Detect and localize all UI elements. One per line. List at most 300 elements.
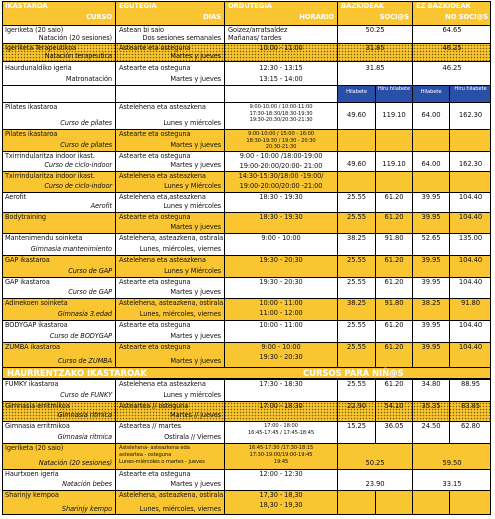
cell-text: 10:00 - 11:00 xyxy=(259,299,303,307)
cell-text: Astearte eta osteguna xyxy=(119,152,191,160)
cell-text: Curso de GAP xyxy=(68,288,112,296)
table-cell xyxy=(412,213,449,233)
cell-text: Martes y jueves xyxy=(170,141,221,149)
table-row: Igeriketa Terapeutikoa Natación terapeutica Astearte eta osteguna Martes y jueves 10:00 - 11:00 31.85 46.25 xyxy=(2,43,491,61)
cell-text: 91.80 xyxy=(461,299,480,307)
cell-text: Astearte eta osteguna xyxy=(119,130,191,138)
cell-text: 20:30-21:30 xyxy=(265,144,297,150)
header-horario-eu: ORDUTEGIA xyxy=(228,2,272,10)
cell-text: Astelehena eta asteazkena xyxy=(119,172,206,180)
table-cell xyxy=(412,343,449,367)
table-cell xyxy=(115,422,224,443)
cell-text: Curso de pilates xyxy=(60,119,112,127)
table-cell xyxy=(375,256,412,277)
table-cell xyxy=(337,299,375,320)
cell-text: Natación (20 sesiones) xyxy=(38,459,112,467)
table-cell xyxy=(115,103,224,129)
table-cell xyxy=(412,234,449,255)
table-cell xyxy=(115,444,224,469)
cell-text: Sharinjy kempo xyxy=(61,505,112,513)
cell-text: Lunes, miércoles, viernes xyxy=(139,310,221,318)
cell-text: Txirrindularitza indoor ikast. xyxy=(5,152,95,160)
table-cell xyxy=(337,380,375,401)
cell-text: 135.00 xyxy=(458,234,483,242)
cell-text: Astelehena, asteazkena, ostirala xyxy=(119,234,224,242)
table-cell xyxy=(337,234,375,255)
cell-text: Pilates ikastaroa xyxy=(5,130,58,138)
cell-text: Lunes y miércoles xyxy=(163,119,221,127)
cell-text: 18,30 - 19,30 xyxy=(259,501,303,509)
table-cell xyxy=(412,402,449,421)
cell-text: 61.20 xyxy=(384,193,404,201)
header-socios-es: SOCI@S xyxy=(379,13,409,21)
table-cell xyxy=(115,402,224,421)
header-curso-es: CURSO xyxy=(86,13,112,21)
cell-text: 59.50 xyxy=(442,459,462,467)
table-cell xyxy=(449,152,491,171)
cell-text: Astearte eta osteguna xyxy=(119,278,191,286)
table-cell xyxy=(449,402,491,421)
table-cell xyxy=(224,299,337,320)
cell-text: Martes y jueves xyxy=(170,223,221,231)
table-cell xyxy=(412,103,449,129)
table-cell xyxy=(224,343,337,367)
cell-text: 18:30 - 19:30 xyxy=(259,213,303,221)
table-cell xyxy=(115,213,224,233)
table-cell xyxy=(375,299,412,320)
cell-text: astearteа - osteguna xyxy=(119,452,172,458)
cell-text: Lunes y miércoles xyxy=(163,202,221,210)
header-nosocios-cell xyxy=(412,1,491,25)
table-cell xyxy=(412,152,449,171)
table-cell xyxy=(337,152,375,171)
cell-text: 25.55 xyxy=(347,321,366,329)
cell-text: 39.95 xyxy=(421,321,441,329)
table-cell xyxy=(412,193,449,212)
cell-text: Gimnasia ritmica xyxy=(57,411,112,419)
cell-text: Curso de pilates xyxy=(60,141,112,149)
table-cell xyxy=(115,234,224,255)
cell-text: Adinekoen soinketa xyxy=(5,299,68,307)
kids-title-eu: HAURRENTZAKO IKASTAROAK xyxy=(7,369,147,379)
cell-text: Astelehena, asteazkena, ostirala xyxy=(119,491,224,499)
cell-text: 36.05 xyxy=(384,422,404,430)
table-cell xyxy=(337,402,375,421)
table-row xyxy=(2,151,491,171)
table-row xyxy=(2,298,491,320)
table-cell xyxy=(375,278,412,298)
cell-text: Astelehena eta,asteazkena xyxy=(119,193,206,201)
table-row xyxy=(2,469,491,490)
header-horario-es: HORARIO xyxy=(299,13,334,21)
cell-text: 39.95 xyxy=(421,256,441,264)
cell-text: 61.20 xyxy=(384,380,404,388)
table-cell xyxy=(449,380,491,401)
table-cell xyxy=(224,193,337,212)
table-cell xyxy=(224,402,337,421)
cell-text: Curso de ciclo-indoor xyxy=(44,161,112,169)
cell-text: Asteartea // martes xyxy=(119,422,182,430)
table-cell xyxy=(449,278,491,298)
cell-text: 61.20 xyxy=(384,343,404,351)
table-cell xyxy=(2,152,115,171)
cell-text: 104.40 xyxy=(458,278,483,286)
table-cell xyxy=(337,491,375,515)
cell-text: 49.60 xyxy=(347,160,366,168)
cell-text: Gimnasia mantenimiento xyxy=(30,245,112,253)
cell-text: 104.40 xyxy=(458,321,483,329)
cell-text: 50.25 xyxy=(365,459,385,467)
table-cell xyxy=(224,213,337,233)
cell-text: 33.15 xyxy=(442,480,462,488)
cell-text: Gimnasia erritmikoa xyxy=(5,422,70,430)
cell-text: Martes y jueves xyxy=(170,161,221,169)
table-cell xyxy=(449,103,491,129)
cell-text: Astelehena eta asteazkena xyxy=(119,256,206,264)
table-row xyxy=(2,277,491,298)
cell-text: 17:30 - 18:30 xyxy=(259,380,303,388)
table-cell xyxy=(449,213,491,233)
cell-text: Astearte eta osteguna xyxy=(119,321,191,329)
table-row xyxy=(2,342,491,367)
cell-text: 19:00-20:00/20:00- 21:00 xyxy=(239,162,323,170)
header-dias-es: DIAS xyxy=(203,13,221,21)
cell-text: Lunes-miércoles o martes - jueves xyxy=(119,459,205,465)
cell-text: 12:00 - 12:30 xyxy=(259,470,303,478)
cell-text: 52.65 xyxy=(421,234,441,242)
table-cell xyxy=(337,470,412,490)
table-cell xyxy=(2,193,115,212)
table-cell xyxy=(115,321,224,342)
header-socios-cell xyxy=(337,1,412,25)
cell-text: 61.20 xyxy=(384,321,404,329)
table-cell xyxy=(375,130,412,151)
table-row xyxy=(2,320,491,342)
cell-text: 38.25 xyxy=(347,234,366,242)
cell-text: 9:00 - 10:00 /18:00-19:00 xyxy=(239,152,323,160)
table-cell xyxy=(412,321,449,342)
table-cell xyxy=(412,470,491,490)
cell-text: 162.30 xyxy=(458,111,483,119)
table-cell xyxy=(375,343,412,367)
table-row xyxy=(2,490,491,515)
table-cell xyxy=(375,152,412,171)
cell-text: Txirrindularitza indoor ikast. xyxy=(5,172,95,180)
cell-text: BODYGAP ikastaroa xyxy=(5,321,68,329)
table-cell xyxy=(2,130,115,151)
table-row: Igeriketa (20 saio) Natación (20 sesiones) Astean bi saio Dos sesiones semanales Goizez/arratsaldez Mañanas/ tardes 50.25 64.65 xyxy=(2,25,491,43)
cell-text: Gimnasia 3.edad xyxy=(57,310,112,318)
table-row xyxy=(2,102,491,129)
cell-text: 38.25 xyxy=(347,299,366,307)
price-subheader: Hilabete Hiru hilabete Hilabete Hiru hilabete xyxy=(2,85,491,102)
cell-text: Bodytraining xyxy=(5,213,46,221)
cell-text: 39.95 xyxy=(421,343,441,351)
cell-text: 34.80 xyxy=(421,380,441,388)
cell-text: Natación bebes xyxy=(62,480,112,488)
cell-text: 25.55 xyxy=(347,278,366,286)
table-cell xyxy=(375,213,412,233)
table-cell xyxy=(449,193,491,212)
table-row xyxy=(2,192,491,212)
table-cell xyxy=(115,172,224,192)
table-cell xyxy=(449,321,491,342)
table-cell xyxy=(337,444,412,469)
cell-text: 17,30 - 18,30 xyxy=(259,491,303,499)
cell-text: Lunes y Miércoles xyxy=(164,182,221,190)
table-cell xyxy=(115,491,224,515)
cell-text: 19:00-20:00/20:00 -21:00 xyxy=(239,182,323,190)
cell-text: Curso de BODYGAP xyxy=(49,332,112,340)
table-cell xyxy=(224,130,337,151)
table-cell xyxy=(412,444,491,469)
table-row xyxy=(2,443,491,469)
table-cell xyxy=(2,402,115,421)
cell-text: Lunes, miércoles, viernes xyxy=(139,505,221,513)
table-cell xyxy=(449,299,491,320)
cell-text: Curso de ZUMBA xyxy=(57,357,112,365)
cell-text: Lunes y Miércoles xyxy=(164,267,221,275)
cell-text: 35.35 xyxy=(421,402,441,410)
cell-text: 119.10 xyxy=(382,111,406,119)
table-cell xyxy=(2,470,115,490)
table-cell xyxy=(449,256,491,277)
cell-text: 19:45 xyxy=(273,459,289,465)
kids-title-es: CURSOS PARA NIÑ@S xyxy=(303,369,404,379)
table-row xyxy=(2,129,491,151)
table-cell xyxy=(224,321,337,342)
cell-text: 24.50 xyxy=(421,422,441,430)
table-cell xyxy=(412,130,449,151)
table-cell xyxy=(2,172,115,192)
cell-text: 25.55 xyxy=(347,213,366,221)
table-cell xyxy=(375,402,412,421)
cell-text: Martes y jueves xyxy=(170,357,221,365)
cell-text: Martes y jueves xyxy=(170,288,221,296)
cell-text: 39.95 xyxy=(421,193,441,201)
cell-text: 61.20 xyxy=(384,256,404,264)
cell-text: 49.60 xyxy=(347,111,366,119)
header-curso-cell xyxy=(2,1,115,25)
table-cell xyxy=(375,193,412,212)
table-cell xyxy=(2,278,115,298)
table-cell xyxy=(337,193,375,212)
cell-text: 104.40 xyxy=(458,213,483,221)
cell-text: Curso de ciclo-indoor xyxy=(44,182,112,190)
cell-text: 17:30-19:00/19:00-19:45 xyxy=(249,452,313,458)
cell-text: 25.55 xyxy=(347,193,366,201)
table-cell xyxy=(375,103,412,129)
table-row xyxy=(2,233,491,255)
table-row xyxy=(2,401,491,421)
cell-text: 17:00 - 18:00 xyxy=(264,423,298,429)
cell-text: 22.90 xyxy=(347,402,366,410)
cell-text: 25.55 xyxy=(347,380,366,388)
cell-text: Gimnasia rítmica xyxy=(57,433,112,441)
table-cell xyxy=(412,278,449,298)
cell-text: 64.00 xyxy=(421,160,441,168)
cell-text: Asteartea // osteguna xyxy=(119,402,189,410)
table-cell xyxy=(2,444,115,469)
cell-text: 19:30-20:30/20:30-21:30 xyxy=(249,117,313,123)
cell-text: 162.30 xyxy=(458,160,483,168)
table-cell xyxy=(337,321,375,342)
table-cell xyxy=(337,422,375,443)
cell-text: Astelehena eta asteazkena xyxy=(119,103,206,111)
table-cell xyxy=(449,422,491,443)
table-cell xyxy=(449,172,491,192)
cell-text: Mantenimendu soinketa xyxy=(5,234,83,242)
cell-text: 23.90 xyxy=(365,480,385,488)
cell-text: 39.95 xyxy=(421,278,441,286)
table-cell xyxy=(449,491,491,515)
cell-text: 104.40 xyxy=(458,193,483,201)
cell-text: 39.95 xyxy=(421,213,441,221)
table-cell xyxy=(337,278,375,298)
cell-text: 25.55 xyxy=(347,343,366,351)
cell-text: 18:30 - 19:30 xyxy=(259,193,303,201)
table-row xyxy=(2,171,491,192)
cell-text: 11:00 - 12:00 xyxy=(259,309,303,317)
table-cell xyxy=(2,234,115,255)
cell-text: Astearte eta osteguna xyxy=(119,343,191,351)
cell-text: Lunes y miércoles xyxy=(163,391,221,399)
table-row: Haurdunaldiko igeria Matronatación Astearte eta osteguna Martes y jueves 12:30 - 13:15 13:15 - 14:00 31.85 46.25 xyxy=(2,61,491,85)
cell-text: 64.00 xyxy=(421,111,441,119)
table-cell xyxy=(224,172,337,192)
cell-text: ZUMBA ikastaroa xyxy=(5,343,60,351)
cell-text: Curso de FUNKY xyxy=(60,391,112,399)
cell-text: Aerofit xyxy=(5,193,27,201)
kids-section-header xyxy=(2,367,491,379)
table-cell xyxy=(2,103,115,129)
table-cell xyxy=(115,130,224,151)
cell-text: 16:45-17:45 / 17:45-18:45 xyxy=(247,430,315,436)
cell-text: 14:30-15:30/18:00 -19:00/ xyxy=(238,172,324,180)
header-nosocios-eu: EZ BAZKIDEAK xyxy=(416,2,471,10)
cell-text: 62.80 xyxy=(461,422,480,430)
table-cell xyxy=(449,343,491,367)
table-cell xyxy=(337,103,375,129)
table-row xyxy=(2,421,491,443)
cell-text: Martes y jueves xyxy=(170,332,221,340)
cell-text: 9:00-10:00 / 10:00-11:00 xyxy=(249,104,313,110)
cell-text: GAP ikastaroa xyxy=(5,256,50,264)
cell-text: 16:45-17:30 /17:30-18:15 xyxy=(248,445,314,451)
table-cell xyxy=(115,152,224,171)
cell-text: 10:00 - 11:00 xyxy=(259,321,303,329)
cell-text: 19:30 - 20:30 xyxy=(259,278,303,286)
cell-text: FUMKY ikastaroa xyxy=(5,380,59,388)
cell-text: 9:00 - 10:00 xyxy=(261,343,301,351)
cell-text: Gimnasia erritmikoa xyxy=(5,402,70,410)
header-socios-eu: BAZKIDEAK xyxy=(341,2,385,10)
cell-text: Martes y jueves xyxy=(170,480,221,488)
cell-text: 88.95 xyxy=(461,380,480,388)
table-cell xyxy=(412,172,449,192)
cell-text: Ostirala // Viernes xyxy=(164,433,221,441)
table-cell xyxy=(337,343,375,367)
table-cell xyxy=(115,256,224,277)
cell-text: Astearte eta osteguna xyxy=(119,470,191,478)
table-cell xyxy=(337,256,375,277)
header-dias-cell xyxy=(115,1,224,25)
table-cell xyxy=(449,234,491,255)
table-cell xyxy=(224,256,337,277)
cell-text: 15.25 xyxy=(347,422,366,430)
table-cell xyxy=(2,422,115,443)
cell-text: Astelehena- asteazkena eda xyxy=(119,445,190,451)
table-row xyxy=(2,255,491,277)
table-cell xyxy=(115,470,224,490)
cell-text: Lunes, miércoles, viernes xyxy=(139,245,221,253)
table-cell xyxy=(2,343,115,367)
table-cell xyxy=(115,278,224,298)
cell-text: Pilates ikastaroa xyxy=(5,103,58,111)
cell-text: 104.40 xyxy=(458,256,483,264)
table-cell xyxy=(2,380,115,401)
table-cell xyxy=(224,491,337,515)
table-row xyxy=(2,379,491,401)
table-cell xyxy=(2,299,115,320)
cell-text: 54.10 xyxy=(384,402,404,410)
header-curso-eu: IKASTAROA xyxy=(5,2,48,10)
cell-text: Curso de GAP xyxy=(68,267,112,275)
table-cell xyxy=(2,321,115,342)
header-dias-eu: EGUTEGIA xyxy=(119,2,157,10)
cell-text: 61.20 xyxy=(384,278,404,286)
table-cell xyxy=(224,152,337,171)
table-cell xyxy=(412,256,449,277)
header-nosocios-es: NO SOCI@S xyxy=(445,13,488,21)
table-cell xyxy=(337,172,375,192)
table-cell xyxy=(115,299,224,320)
table-cell xyxy=(224,444,337,469)
cell-text: 17:00 - 18:30 xyxy=(259,402,303,410)
cell-text: 19:30 - 20:30 xyxy=(259,256,303,264)
table-cell xyxy=(449,130,491,151)
table-cell xyxy=(375,321,412,342)
header-horario-cell xyxy=(224,1,337,25)
cell-text: 119.10 xyxy=(382,160,406,168)
cell-text: 38.25 xyxy=(421,299,441,307)
table-cell xyxy=(224,422,337,443)
table-cell xyxy=(2,491,115,515)
table-header xyxy=(2,1,491,25)
table-cell xyxy=(224,103,337,129)
table-cell xyxy=(224,234,337,255)
cell-text: Igeriketa (20 saio) xyxy=(5,444,64,452)
cell-text: 17:30-18:30/18:30-19:30 xyxy=(249,110,313,117)
table-cell xyxy=(115,343,224,367)
table-cell xyxy=(375,491,412,515)
cell-text: Astelehena, asteazkena, ostirala xyxy=(119,299,224,307)
table-cell xyxy=(224,470,337,490)
table-cell xyxy=(412,422,449,443)
table-cell xyxy=(337,213,375,233)
table-cell xyxy=(224,278,337,298)
cell-text: Sharinjy kempoa xyxy=(5,491,59,499)
cell-text: 104.40 xyxy=(458,343,483,351)
cell-text: Martes // jueves xyxy=(169,411,221,419)
table-cell xyxy=(2,213,115,233)
table-cell xyxy=(337,130,375,151)
cell-text: 25.55 xyxy=(347,256,366,264)
table-cell xyxy=(375,380,412,401)
cell-text: Astearte eta osteguna xyxy=(119,213,191,221)
table-cell xyxy=(224,380,337,401)
table-cell xyxy=(2,256,115,277)
